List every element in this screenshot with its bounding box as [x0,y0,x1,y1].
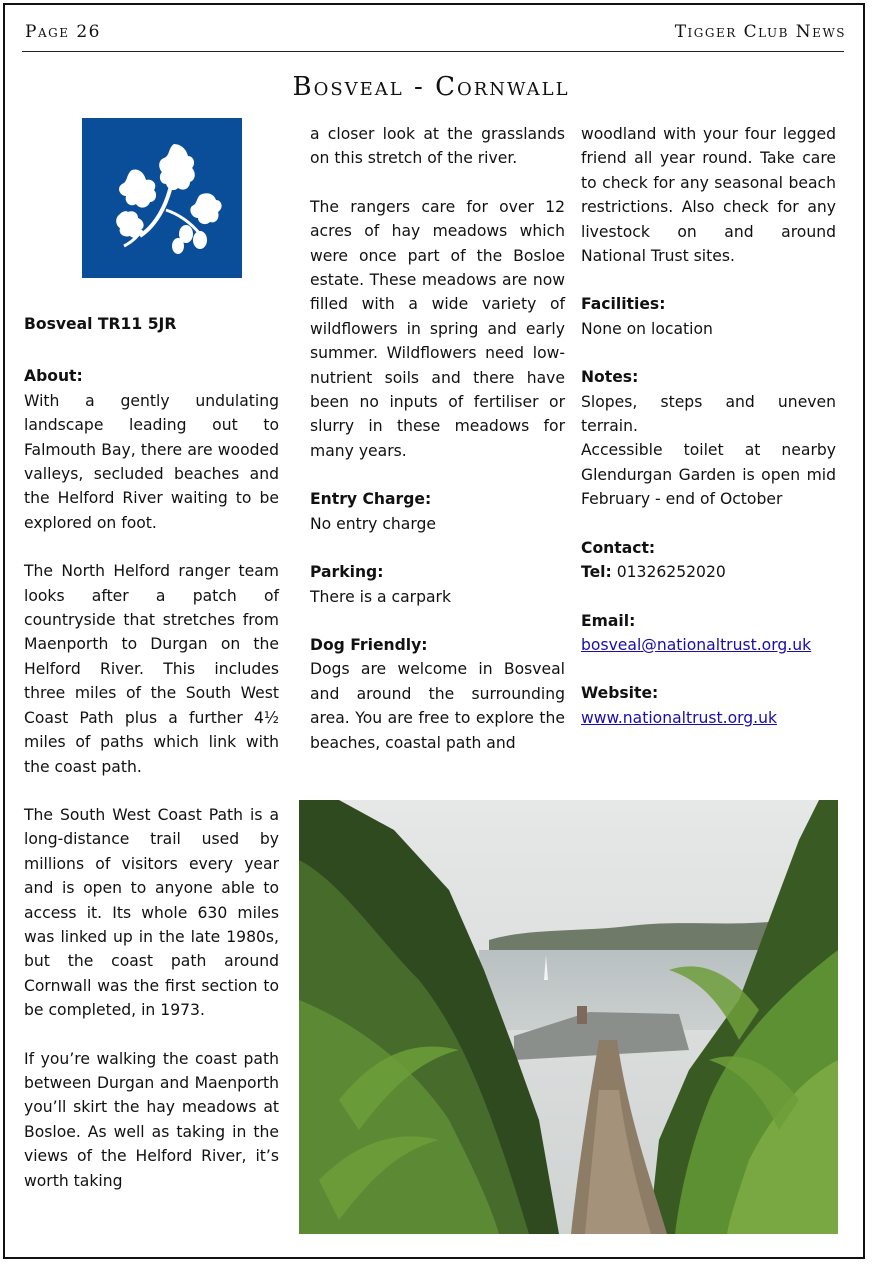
notes-line-2: Accessible toilet at nearby Glendurgan Garden is open mid February - end of October [581,441,836,509]
about-paragraph-3: The South West Coast Path is a long-distance trail used by millions of visitors every year and is open to anyone able to access it. Its whole 630 miles was linked up in the late 1980s, but the coast path around Cornwall was the first section to be completed, in 1973. [24,805,279,1020]
tel-label: Tel: [581,563,612,582]
newsletter-name: Tigger Club News [674,22,846,42]
email-label: Email: [581,611,636,630]
about-paragraph-4: If you’re walking the coast path between Durgan and Maenporth you’ll skirt the hay meadows at Bosloe. As well as taking in the views of the Helford River, it’s worth taking [24,1049,279,1190]
parking-label: Parking: [310,563,384,582]
contact-tel [581,560,836,584]
facilities-label: Facilities: [581,295,666,314]
parking-value: There is a carpark [310,587,451,606]
about-paragraph-5: a closer look at the grasslands on this stretch of the river. [310,125,565,168]
coastal-path-photo [299,800,838,1234]
oak-leaf-icon [82,118,242,278]
about-paragraph-6: The rangers care for over 12 acres of hay meadows which were once part of the Bosloe estate. These meadows are now filled with a wide variety of wildflowers in spring and early summer. Wildflowers need low-nutrient soils and there have been no inputs of fertiliser or slurry in these meadows for many years. [310,197,565,460]
dog-friendly-label: Dog Friendly: [310,635,428,654]
address: Bosveal TR11 5JR [24,315,177,333]
dog-friendly-continued: woodland with your four legged friend all year round. Take care to check for any seasonal beach restrictions. Also check for any livestock on and around National Trust sites. [581,125,836,266]
column-middle [310,122,565,755]
page-title: Bosveal - Cornwall [292,72,570,102]
national-trust-oak-leaf-logo [82,118,242,278]
website-label: Website: [581,684,659,703]
notes-label: Notes: [581,368,639,387]
photo-illustration [299,800,838,1234]
contact-label: Contact: [581,538,656,557]
tel-value: 01326252020 [611,563,726,582]
column-right [581,122,836,730]
dog-friendly-value: Dogs are welcome in Bosveal and around the surrounding area. You are free to explore the beaches, coastal path and [310,660,565,752]
about-paragraph-2: The North Helford ranger team looks after a patch of countryside that stretches from Maenporth to Durgan on the Helford River. This includes three miles of the South West Coast Path plus a further 4½ miles of paths which link with the coast path. [24,562,279,776]
website-link[interactable]: www.nationaltrust.org.uk [581,708,778,727]
notes-line-1: Slopes, steps and uneven terrain. [581,392,836,436]
page-number: Page 26 [25,22,101,42]
facilities-value: None on location [581,319,713,338]
column-left [24,312,279,1193]
entry-charge-label: Entry Charge: [310,490,432,509]
email-link[interactable]: bosveal@nationaltrust.org.uk [581,635,812,654]
about-paragraph-1: With a gently undulating landscape leading out to Falmouth Bay, there are wooded valleys, secluded beaches and the Helford River waiting to be explored on foot. [24,391,279,532]
header-rule [22,51,844,52]
about-label: About: [24,367,83,386]
entry-charge-value: No entry charge [310,514,436,533]
